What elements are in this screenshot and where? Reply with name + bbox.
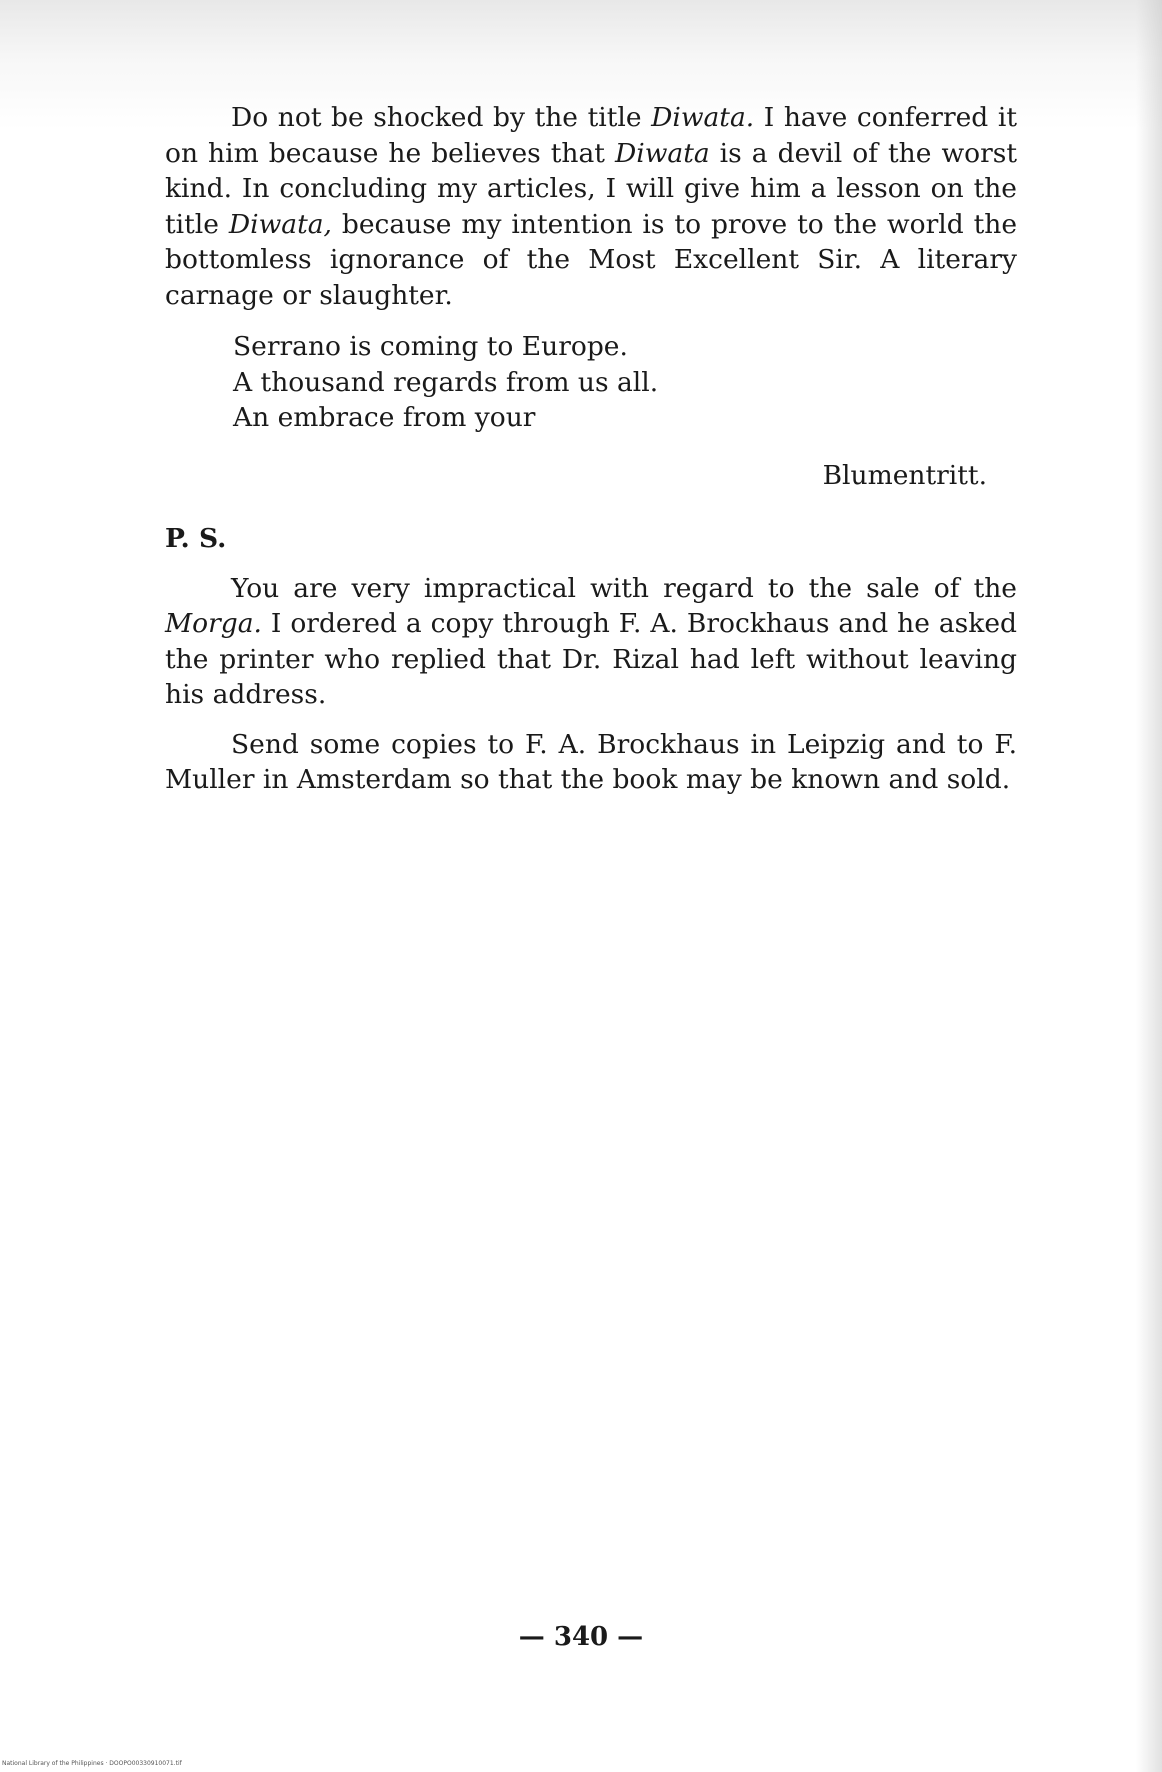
postscript-italic-a: Morga. <box>165 608 262 639</box>
signature: Blumentritt. <box>822 459 987 491</box>
paragraph-1-italic-a: Diwata. <box>651 102 755 133</box>
letter-paragraph-1 <box>165 100 1017 313</box>
postscript-label: P. S. <box>165 523 227 554</box>
closing-line: An embrace from your <box>233 402 536 433</box>
closing-line: Serrano is coming to Europe. <box>233 331 628 362</box>
postscript-paragraph-1 <box>165 571 1017 713</box>
paragraph-1-text-c: is a devil of the worst kind. In concluding my articles, I will give him a lesson on the title <box>165 137 1017 240</box>
postscript-text-b: I ordered a copy through F. A. Brockhaus and he asked the printer who replied that Dr. Rizal had left without leaving his address. <box>165 608 1017 710</box>
letter-body <box>165 100 1017 798</box>
paragraph-1-italic-c: Diwata, <box>228 208 332 240</box>
postscript-paragraph-2: Send some copies to F. A. Brockhaus in Leipzig and to F. Muller in Amsterdam so that the book may be known and sold. <box>165 728 1017 795</box>
scan-footer-note: National Library of the Philippines · DOOPO00330910071.tif <box>2 1760 182 1767</box>
scan-edge-shadow <box>1136 0 1162 1772</box>
paragraph-1-italic-b: Diwata <box>614 137 710 169</box>
paragraph-1-text-a: Do not be shocked by the title <box>231 102 652 133</box>
closing-line: A thousand regards from us all. <box>233 366 659 398</box>
page-number: — 340 — <box>518 1622 644 1652</box>
paragraph-1-text-d: because my intention is to prove to the world the bottomless ignorance of the Most Excellent Sir. A literary carnage or slaughter. <box>165 208 1018 311</box>
postscript-text-a: You are very impractical with regard to the sale of the <box>231 572 1017 604</box>
closing-lines <box>233 329 1017 436</box>
paragraph-1-text-b: I have conferred it on him because he believes that <box>165 102 1017 169</box>
